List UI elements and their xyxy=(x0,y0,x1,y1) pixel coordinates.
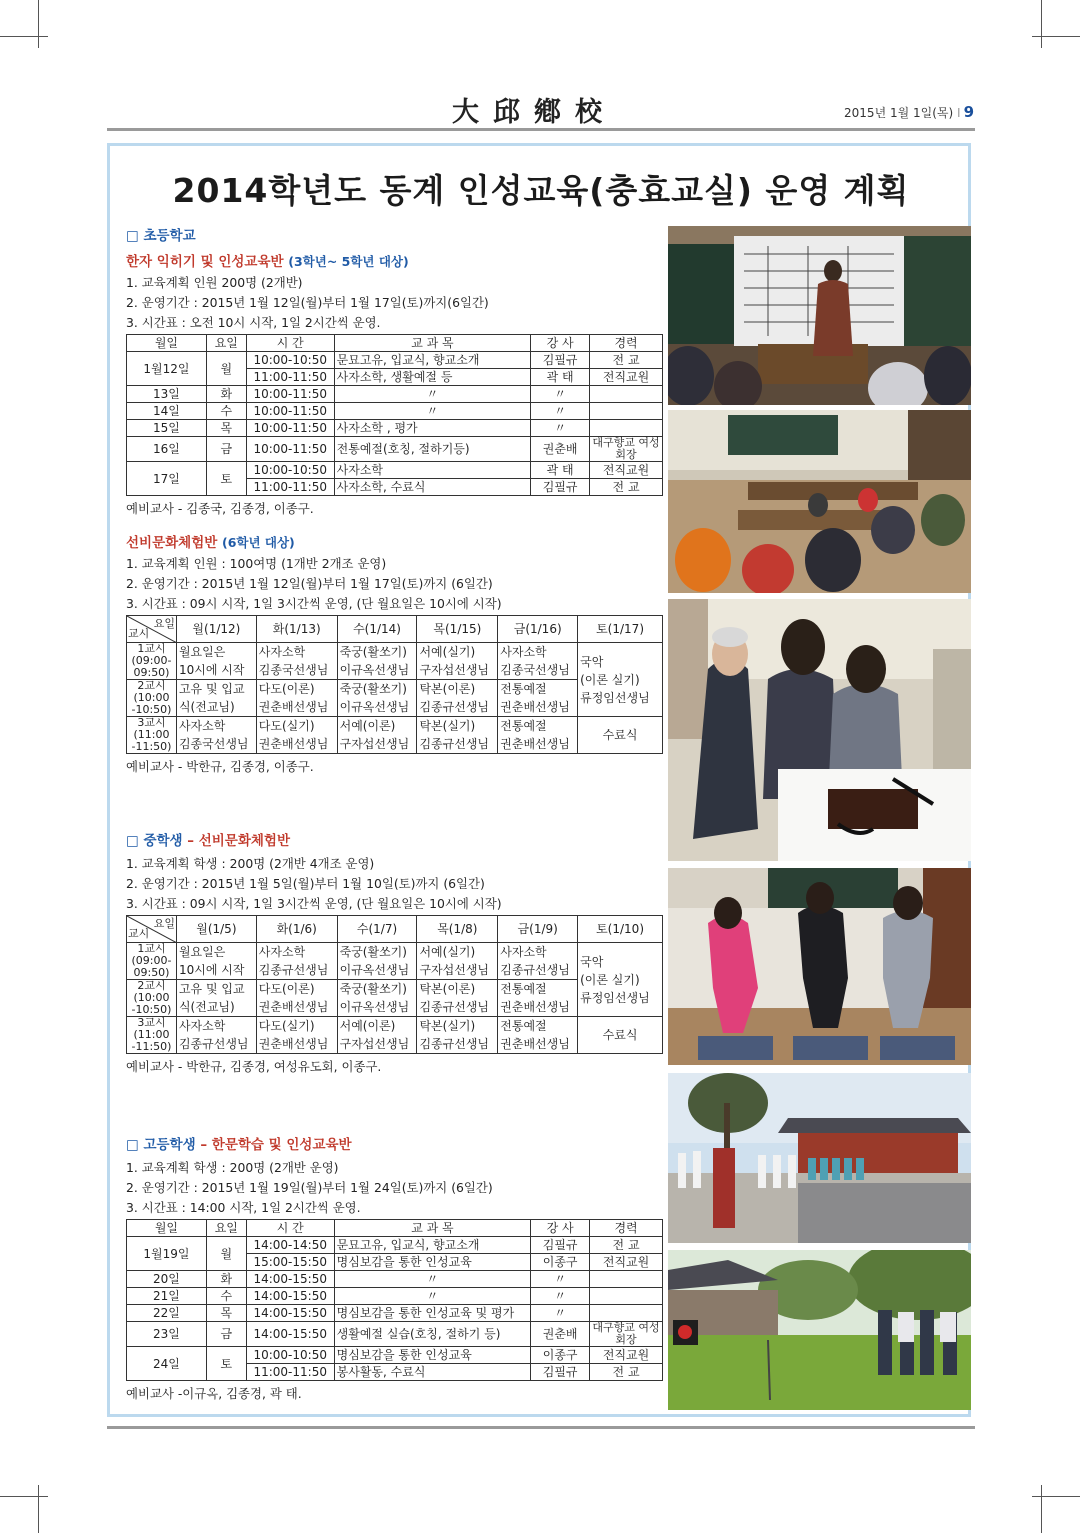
reserve-teachers-note: 예비교사 - 박한규, 김종경, 이종구. xyxy=(126,759,314,774)
sub-heading: 한자 익히기 및 인성교육반 (3학년~ 5학년 대상) xyxy=(126,254,409,270)
photo-bowing-practice xyxy=(668,868,971,1065)
info-line: 1. 교육계획 학생 : 200명 (2개반 운영) xyxy=(126,1160,339,1175)
table-header-row: 요일 교시 월(1/12) 화(1/13) 수(1/14) 목(1/15) 금(1/16) 토(1/17) xyxy=(127,616,663,643)
table-row: 14일 수 10:00-11:50 〃 〃 xyxy=(127,403,663,420)
info-line: 1. 교육계획 인원 200명 (2개반) xyxy=(126,275,303,290)
table-row: 17일 토 10:00-10:50 사자소학 곽 태 전직교원 xyxy=(127,462,663,479)
crop-mark xyxy=(38,0,39,48)
middle-weekly-timetable xyxy=(126,915,663,1054)
header-cell: 시 간 xyxy=(246,335,334,352)
info-line: 1. 교육계획 학생 : 200명 (2개반 4개조 운영) xyxy=(126,856,375,871)
header-cell: 월일 xyxy=(127,335,207,352)
corner-cell: 요일 교시 xyxy=(127,916,177,943)
info-line: 3. 시간표 : 오전 10시 시작, 1일 2시간씩 운영. xyxy=(126,315,381,330)
table-row: 11:00-11:50 사자소학, 수료식 김필규 전 교 xyxy=(127,479,663,496)
table-row: 1교시 (09:00- 09:50) 월요일은 10시에 시작 사자소학 김종국선생님 죽궁(활쏘기) 이규옥선생님 서예(실기) 구자섭선생님 사자소학 김종국선생님 국악 (이론 실기) 류정임선생님 xyxy=(127,643,663,680)
table-row: 11:00-11:50 사자소학, 생활예절 등 곽 태 전직교원 xyxy=(127,369,663,386)
crop-mark xyxy=(1041,1485,1042,1533)
elementary-section xyxy=(126,224,666,775)
table-row: 13일 화 10:00-11:50 〃 〃 xyxy=(127,386,663,403)
photo-students-studying xyxy=(668,410,971,593)
crop-mark xyxy=(0,36,48,37)
crop-mark xyxy=(1032,36,1080,37)
table-header-row xyxy=(127,1220,663,1237)
header-cell: 강 사 xyxy=(531,335,590,352)
table-row: 16일 금 10:00-11:50 전통예절(호칭, 절하기등) 권춘배 대구향교 여성회장 xyxy=(127,437,663,462)
table-row: 2교시 (10:00 -10:50) 고유 및 입교 식(전교님) 다도(이론) 권춘배선생님 죽궁(활쏘기) 이규옥선생님 탁본(이론) 김종규선생님 전통예절 권춘배선생님 xyxy=(127,680,663,717)
header-cell: 경력 xyxy=(590,335,663,352)
section-heading: □ 고등학생 – 한문학습 및 인성교육반 xyxy=(126,1137,352,1153)
info-line: 3. 시간표 : 09시 시작, 1일 3시간씩 운영, (단 월요일은 10시에 시작) xyxy=(126,596,502,611)
table-row: 3교시 (11:00 -11:50) 사자소학 김종국선생님 다도(실기) 권춘배선생님 서예(이론) 구자섭선생님 탁본(실기) 김종규선생님 전통예절 권춘배선생님 수료식 xyxy=(127,717,663,754)
header-cell: 요일 xyxy=(206,335,246,352)
elementary-schedule-table xyxy=(126,334,663,496)
table-row: 20일 화 14:00-15:50 〃 〃 xyxy=(127,1271,663,1288)
photo-hanok-ceremony xyxy=(668,1073,971,1243)
table-row: 21일 수 14:00-15:50 〃 〃 xyxy=(127,1288,663,1305)
table-row: 1월19일 월 14:00-14:50 문묘고유, 입교식, 향교소개 김필규 전 교 xyxy=(127,1237,663,1254)
crop-mark xyxy=(38,1485,39,1533)
crop-mark xyxy=(1041,0,1042,48)
top-rule xyxy=(107,128,975,131)
photo-calligraphy-class xyxy=(668,599,971,861)
sub-heading: 선비문화체험반 (6학년 대상) xyxy=(126,535,295,551)
page-title: 2014학년도 동계 인성교육(충효교실) 운영 계획 xyxy=(172,171,910,210)
section-heading: □ 초등학교 xyxy=(126,228,196,244)
header-cell: 교 과 목 xyxy=(334,1220,531,1237)
header-cell: 시 간 xyxy=(246,1220,334,1237)
header-cell: 강 사 xyxy=(531,1220,590,1237)
info-line: 3. 시간표 : 09시 시작, 1일 3시간씩 운영, (단 월요일은 10시에 시작) xyxy=(126,896,502,911)
table-row: 15일 목 10:00-11:50 사자소학 , 평가 〃 xyxy=(127,420,663,437)
page-number: 9 xyxy=(963,103,974,121)
crop-mark xyxy=(0,1496,48,1497)
header-cell: 월일 xyxy=(127,1220,207,1237)
table-row: 15:00-15:50 명심보감을 통한 인성교육 이종구 전직교원 xyxy=(127,1254,663,1271)
masthead-title: 大邱鄕校 xyxy=(452,97,616,128)
crop-mark xyxy=(1032,1496,1080,1497)
masthead xyxy=(0,90,1080,130)
table-header-row xyxy=(127,335,663,352)
table-row: 3교시 (11:00 -11:50) 사자소학 김종규선생님 다도(실기) 권춘배선생님 서예(이론) 구자섭선생님 탁본(실기) 김종규선생님 전통예절 권춘배선생님 수료식 xyxy=(127,1017,663,1054)
table-row: 1교시 (09:00- 09:50) 월요일은 10시에 시작 사자소학 김종규선생님 죽궁(활쏘기) 이규옥선생님 서예(실기) 구자섭선생님 사자소학 김종규선생님 국악 (이론 실기) 류정임선생님 xyxy=(127,943,663,980)
high-school-section xyxy=(126,1133,666,1402)
info-line: 2. 운영기간 : 2015년 1월 12일(월)부터 1월 17일(토)까지 (6일간) xyxy=(126,576,493,591)
info-line: 1. 교육계획 인원 : 100여명 (1개반 2개조 운영) xyxy=(126,556,387,571)
table-row: 23일 금 14:00-15:50 생활예절 실습(호칭, 절하기 등) 권춘배 대구향교 여성회장 xyxy=(127,1322,663,1347)
table-header-row: 요일 교시 월(1/5) 화(1/6) 수(1/7) 목(1/8) 금(1/9) 토(1/10) xyxy=(127,916,663,943)
table-row: 2교시 (10:00 -10:50) 고유 및 입교 식(전교님) 다도(이론) 권춘배선생님 죽궁(활쏘기) 이규옥선생님 탁본(이론) 김종규선생님 전통예절 권춘배선생님 xyxy=(127,980,663,1017)
middle-school-section xyxy=(126,829,666,1075)
info-line: 3. 시간표 : 14:00 시작, 1일 2시간씩 운영. xyxy=(126,1200,361,1215)
table-row: 11:00-11:50 봉사활동, 수료식 김필규 전 교 xyxy=(127,1364,663,1381)
reserve-teachers-note: 예비교사 - 박한규, 김종경, 여성유도회, 이종구. xyxy=(126,1059,382,1074)
photo-archery-courtyard xyxy=(668,1250,971,1410)
header-cell: 경력 xyxy=(590,1220,663,1237)
reserve-teachers-note: 예비교사 - 김종국, 김종경, 이종구. xyxy=(126,501,314,516)
header-cell: 요일 xyxy=(206,1220,246,1237)
info-line: 2. 운영기간 : 2015년 1월 5일(월)부터 1월 10일(토)까지 (6일간) xyxy=(126,876,485,891)
section-heading: □ 중학생 – 선비문화체험반 xyxy=(126,833,291,849)
table-row: 22일 목 14:00-15:50 명심보감을 통한 인성교육 및 평가 〃 xyxy=(127,1305,663,1322)
bottom-rule xyxy=(107,1426,975,1429)
info-line: 2. 운영기간 : 2015년 1월 12일(월)부터 1월 17일(토)까지(6일간) xyxy=(126,295,489,310)
elementary-weekly-timetable xyxy=(126,615,663,754)
photo-classroom-blackboard xyxy=(668,226,971,405)
header-cell: 교 과 목 xyxy=(334,335,531,352)
table-row: 24일 토 10:00-10:50 명심보감을 통한 인성교육 이종구 전직교원 xyxy=(127,1347,663,1364)
info-line: 2. 운영기간 : 2015년 1월 19일(월)부터 1월 24일(토)까지 (6일간) xyxy=(126,1180,493,1195)
reserve-teachers-note: 예비교사 -이규옥, 김종경, 곽 태. xyxy=(126,1386,302,1401)
masthead-date: 2015년 1월 1일(목) I 9 xyxy=(844,103,974,121)
corner-cell: 요일 교시 xyxy=(127,616,177,643)
table-row: 1월12일 월 10:00-10:50 문묘고유, 입교식, 향교소개 김필규 전 교 xyxy=(127,352,663,369)
high-schedule-table xyxy=(126,1219,663,1381)
